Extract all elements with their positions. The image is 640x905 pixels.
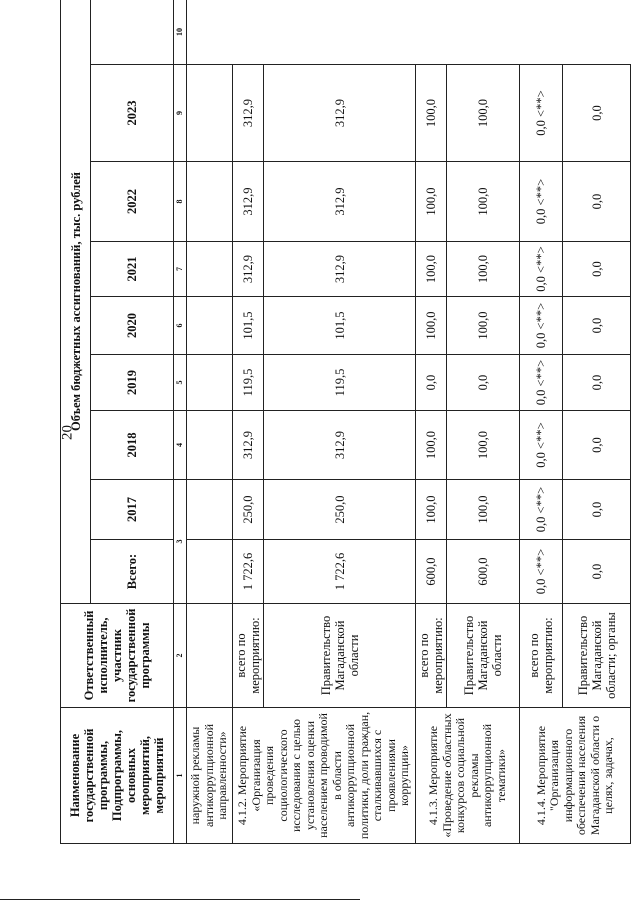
value-cell: 0,0: [563, 411, 631, 480]
value-cell: 100,0: [416, 480, 447, 540]
value-cell: [187, 242, 233, 297]
value-cell: 100,0: [447, 411, 520, 480]
header-total: Всего:: [91, 540, 174, 604]
value-cell: 100,0: [416, 411, 447, 480]
value-total: 0,0: [563, 540, 631, 604]
header-year: 2017: [91, 480, 174, 540]
value-cell: 100,0: [416, 297, 447, 355]
value-total: [187, 540, 233, 604]
value-cell: [187, 297, 233, 355]
value-cell: 312,9: [233, 242, 264, 297]
value-cell: 0,0 <**>: [520, 65, 563, 162]
header-year: 2020: [91, 297, 174, 355]
row-name: 4.1.3. Мероприятие «Проведение областных конкурсов социальной рекламы антикоррупционной тематики»: [416, 708, 520, 844]
value-cell: 101,5: [233, 297, 264, 355]
header-year: 2023: [91, 65, 174, 162]
index-cell: 3: [174, 480, 187, 604]
value-cell: 100,0: [416, 162, 447, 242]
row-executor: Правительство Магаданской области; органы: [563, 604, 631, 708]
index-cell: 4: [174, 411, 187, 480]
row-executor: Правительство Магаданской области: [447, 604, 520, 708]
value-cell: 101,5: [264, 297, 416, 355]
value-cell: 100,0: [416, 242, 447, 297]
value-cell: 119,5: [233, 355, 264, 411]
value-cell: [187, 162, 233, 242]
header-year: 2021: [91, 242, 174, 297]
index-cell: 7: [174, 242, 187, 297]
value-cell: 0,0 <**>: [520, 162, 563, 242]
value-cell: 0,0: [563, 297, 631, 355]
value-cell: 0,0: [447, 355, 520, 411]
header-budget-group: Объем бюджетных ассигнований, тыс. рублей: [61, 0, 91, 604]
value-cell: 312,9: [233, 162, 264, 242]
row-executor: всего по мероприятию:: [416, 604, 447, 708]
value-cell: 312,9: [264, 162, 416, 242]
value-cell: 250,0: [233, 480, 264, 540]
index-cell: 6: [174, 297, 187, 355]
index-cell: 5: [174, 355, 187, 411]
index-cell: 2: [174, 604, 187, 708]
row-executor: Правительство Магаданской области: [264, 604, 416, 708]
budget-table: [60, 0, 631, 844]
page-number: 20: [59, 425, 76, 440]
value-cell: 0,0: [563, 162, 631, 242]
value-cell: 312,9: [233, 65, 264, 162]
value-cell: 0,0: [563, 355, 631, 411]
value-cell: 312,9: [264, 242, 416, 297]
value-cell: [187, 480, 233, 540]
value-total: 600,0: [447, 540, 520, 604]
value-total: 0,0 <**>: [520, 540, 563, 604]
value-cell: 312,9: [264, 65, 416, 162]
value-cell: 100,0: [447, 297, 520, 355]
row-name: наружной рекламы антикоррупционной направленности»: [187, 708, 233, 844]
value-cell: 250,0: [264, 480, 416, 540]
value-cell: 100,0: [447, 242, 520, 297]
value-cell: 0,0 <**>: [520, 480, 563, 540]
value-cell: 0,0 <**>: [520, 355, 563, 411]
index-cell: 10: [174, 0, 187, 65]
value-cell: 0,0: [563, 480, 631, 540]
value-cell: 0,0 <**>: [520, 297, 563, 355]
value-cell: [187, 65, 233, 162]
row-name: 4.1.2. Мероприятие «Организация проведения социологического исследования с целью установления оценки населением проводимой в области антикоррупционной политики, доли граждан, сталкивавшихся с проявлениями коррупции»: [233, 708, 416, 844]
header-year: 2022: [91, 162, 174, 242]
value-cell: 100,0: [447, 162, 520, 242]
value-cell: 100,0: [447, 65, 520, 162]
value-cell: 0,0: [563, 65, 631, 162]
value-cell: 119,5: [264, 355, 416, 411]
row-executor: [187, 604, 233, 708]
value-cell: 312,9: [233, 411, 264, 480]
page-edge-rule: [0, 899, 360, 900]
value-cell: 0,0 <**>: [520, 242, 563, 297]
value-total: 600,0: [416, 540, 447, 604]
rotated-table-container: [60, 0, 618, 844]
value-cell: 100,0: [447, 480, 520, 540]
value-cell: 0,0 <**>: [520, 411, 563, 480]
value-cell: [187, 355, 233, 411]
header-year: 2018: [91, 411, 174, 480]
value-cell: 0,0: [416, 355, 447, 411]
row-executor: всего по мероприятию:: [233, 604, 264, 708]
value-total: 1 722,6: [233, 540, 264, 604]
index-cell: 9: [174, 65, 187, 162]
header-name: Наименование государственной программы, Подпрограммы, основных мероприятий, мероприятий: [61, 708, 174, 844]
value-cell: [187, 411, 233, 480]
header-executor: Ответственный исполнитель, участник государственной программы: [61, 604, 174, 708]
index-cell: 1: [174, 708, 187, 844]
row-name: 4.1.4. Мероприятие "Организация информационного обеспечения населения Магаданской области о целях, задачах,: [520, 708, 631, 844]
row-executor: всего по мероприятию:: [520, 604, 563, 708]
value-cell: 100,0: [416, 65, 447, 162]
value-cell: 0,0: [563, 242, 631, 297]
header-year: 2019: [91, 355, 174, 411]
value-total: 1 722,6: [264, 540, 416, 604]
value-cell: 312,9: [264, 411, 416, 480]
index-cell: 8: [174, 162, 187, 242]
